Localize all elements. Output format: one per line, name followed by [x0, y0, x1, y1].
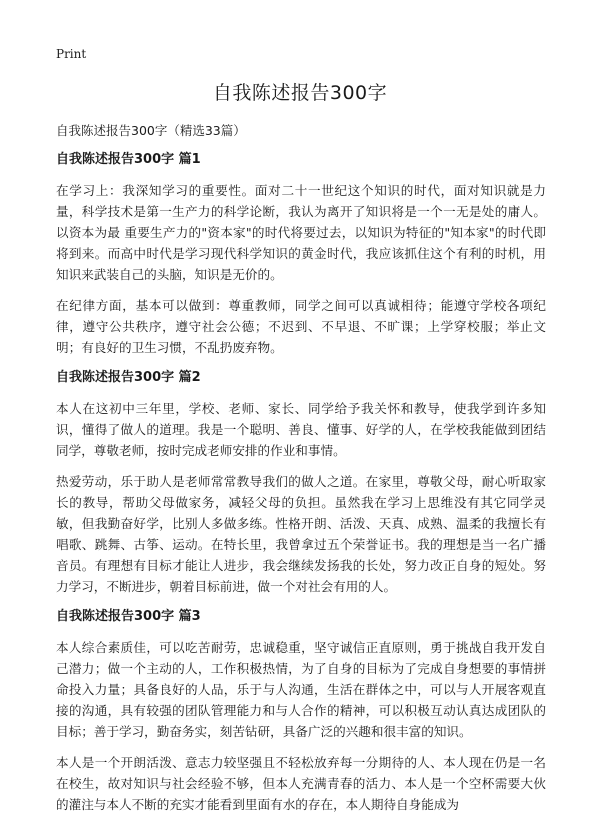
document-subtitle: 自我陈述报告300字（精选33篇）: [56, 123, 246, 138]
section-heading: 自我陈述报告300字 篇1: [56, 152, 201, 167]
paragraph: 热爱劳动，乐于助人是老师常常教导我们的做人之道。在家里，尊敬父母，耐心听取家长的教导，帮助父母做家务，减轻父母的负担。虽然我在学习上思维没有其它同学灵敏，但我勤奋好学，比别人多做多练。性格开朗、活泼、天真、成熟、温柔的我擅长有唱歌、跳舞、古筝、运动。在特长里，我曾拿过五个荣誉证书。我的理想是当一名广播音员。有理想有目标才能让人进步，我会继续发扬我的长处，努力改正自身的短处。努力学习，不断进步，朝着目标前进，做一个对社会有用的人。: [56, 474, 546, 594]
paragraph: 在学习上：我深知学习的重要性。面对二十一世纪这个知识的时代，面对知识就是力量，科学技术是第一生产力的科学论断，我认为离开了知识将是一个一无是处的庸人。以资本为最 重要生产力的"资本家"的时代将要过去，以知识为特征的"知本家"的时代即将到来。而高中时代是学习现代科学知识的黄金时代，我应该抓住这个有利的时机，用知识来武装自己的头脑，知识是无价的。: [56, 183, 546, 282]
section-2: [56, 368, 546, 597]
section-1: [56, 150, 546, 358]
document-title: 自我陈述报告300字: [212, 82, 388, 104]
section-3: [56, 607, 546, 815]
paragraph: 本人综合素质佳，可以吃苦耐劳，忠诚稳重，坚守诚信正直原则，勇于挑战自我开发自己潜力；做一个主动的人，工作积极热情，为了自身的目标为了完成自身想要的事情拼命投入力量；具备良好的人品，乐于与人沟通，生活在群体之中，可以与人开展客观直接的沟通，具有较强的团队管理能力和与人合作的精神，可以积极互动认真达成团队的目标；善于学习，勤奋务实，刻苦钻研，具备广泛的兴趣和很丰富的知识。: [56, 640, 546, 739]
paragraph: 本人是一个开朗活泼、意志力较坚强且不轻松放弃每一分期待的人、本人现在仍是一名在校生，故对知识与社会经验不够，但本人充满青春的活力、本人是一个空杯需要大伙的灌注与本人不断的充实才能看到里面有水的存在，本人期待自身能成为: [56, 755, 546, 812]
paragraph: 本人在这初中三年里，学校、老师、家长、同学给予我关怀和教导，使我学到许多知识，懂得了做人的道理。我是一个聪明、善良、懂事、好学的人，在学校我能做到团结同学，尊敬老师，按时完成老师安排的作业和事情。: [56, 401, 546, 458]
print-link[interactable]: Print: [56, 47, 87, 61]
section-heading: 自我陈述报告300字 篇2: [56, 370, 201, 385]
section-heading: 自我陈述报告300字 篇3: [56, 609, 201, 624]
document-body: [56, 150, 546, 825]
paragraph: 在纪律方面，基本可以做到：尊重教师，同学之间可以真诚相待；能遵守学校各项纪律，遵守公共秩序，遵守社会公德；不迟到、不早退、不旷课；上学穿校服；举止文明；有良好的卫生习惯，不乱扔废弃物。: [56, 298, 546, 355]
